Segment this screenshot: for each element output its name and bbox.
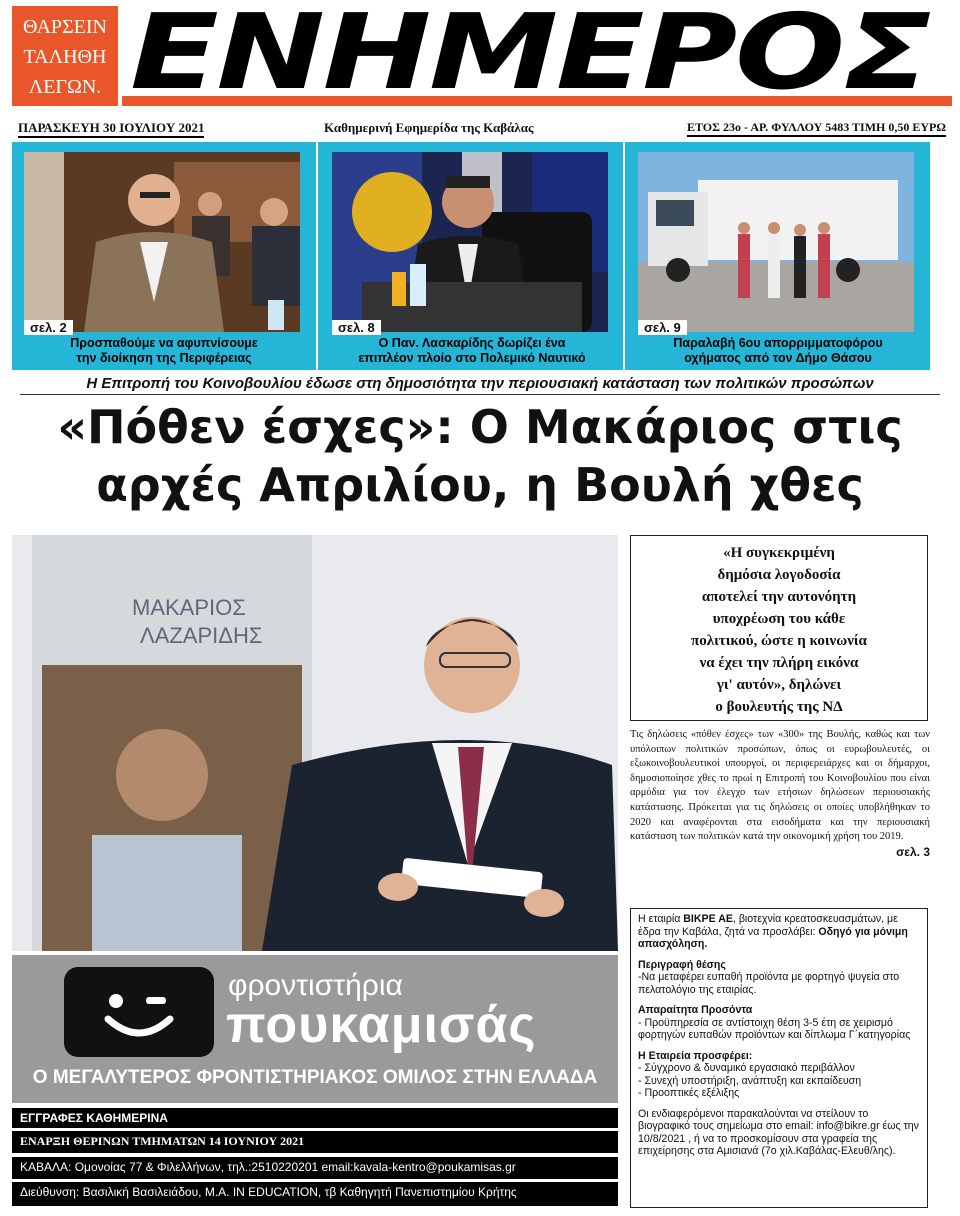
- section-text: - Προϋπηρεσία σε αντίστοιχη θέση 3-5 έτη σε χειρισμό φορτηγών ευπαθών προϊόντων και δίπλωμα Γ΄κατηγορίας: [638, 1016, 911, 1041]
- quote-line: να έχει την πλήρη εικόνα: [699, 655, 859, 671]
- teaser-2[interactable]: [324, 150, 610, 364]
- banner-name: ΜΑΚΑΡΙΟΣ: [132, 595, 246, 620]
- teaser-caption: [324, 336, 620, 366]
- dateline: [14, 120, 946, 138]
- quote-line: υποχρέωση του κάθε: [712, 611, 846, 627]
- offer-item: - Προοπτικές εξέλιξης: [638, 1087, 740, 1099]
- job-classified: [630, 908, 928, 1208]
- page-reference[interactable]: σελ. 3: [896, 844, 930, 859]
- page-reference: σελ. 2: [24, 320, 73, 335]
- pull-quote: [630, 535, 928, 721]
- page-reference: σελ. 9: [638, 320, 687, 335]
- intro-text: , βιοτεχνία κρεατοσκευασμάτων, με έδρα την Καβάλα, ζητά να προσλάβει:: [638, 913, 898, 938]
- tutoring-ad[interactable]: [12, 955, 618, 1103]
- ad-info-bar: ΕΓΓΡΑΦΕΣ ΚΑΘΗΜΕΡΙΝΑ: [12, 1108, 618, 1128]
- caption-line: οχήματος από τον Δήμο Θάσου: [684, 351, 872, 365]
- motto-line: ΘΑΡΣΕΙΝ: [22, 16, 107, 38]
- classified-section: [638, 959, 920, 997]
- classified-intro: [638, 913, 920, 951]
- masthead: [10, 0, 950, 114]
- quote-line: πολιτικού, ώστε η κοινωνία: [691, 633, 867, 649]
- section-title: Η Εταιρεία προσφέρει:: [638, 1049, 753, 1062]
- teaser-strip: [12, 142, 930, 370]
- classified-contact[interactable]: Οι ενδιαφερόμενοι παρακαλούνται να στείλουν το βιογραφικό τους σημείωμα στο email: info@bikre.gr έως την 10/8/2021 , ή να το προσκομίσουν στα γραφεία της επιχείρησης στα Αμισιανά (7ο χιλ.Καβάλας-Ελευθ/λης).: [638, 1107, 919, 1157]
- banner-name: ΛΑΖΑΡΙΔΗΣ: [140, 623, 263, 648]
- caption-line: επιπλέον πλοίο στο Πολεμικό Ναυτικό: [358, 351, 586, 365]
- ad-brand-name: πουκαμισάς: [226, 996, 537, 1054]
- quote-line: αποτελεί την αυτονόητη: [701, 589, 857, 605]
- teaser-photo: [24, 152, 300, 332]
- quote-line: δημόσια λογοδοσία: [717, 567, 841, 583]
- quote-line: γι' αυτόν», δηλώνει: [716, 677, 842, 693]
- headline-line: «Πόθεν έσχες»: Ο Μακάριος στις: [57, 400, 903, 454]
- smiley-wink-icon: [64, 967, 214, 1057]
- teaser-3[interactable]: [630, 150, 916, 364]
- motto-line: ΤΑΛΗΘΗ: [23, 46, 107, 68]
- lead-kicker: Η Επιτροπή του Κοινοβουλίου έδωσε στη δημοσιότητα την περιουσιακή κατάσταση των πολιτικών προσώπων: [20, 375, 940, 395]
- issue-date: ΠΑΡΑΣΚΕΥΗ 30 ΙΟΥΛΙΟΥ 2021: [18, 120, 204, 138]
- page-reference: σελ. 8: [332, 320, 381, 335]
- caption-line: Παραλαβή 6ου απορριμματοφόρου: [673, 336, 883, 350]
- motto-line: ΛΕΓΩΝ.: [28, 76, 102, 98]
- job-position: Οδηγό για μόνιμη απασχόληση.: [638, 925, 908, 950]
- teaser-divider: [623, 142, 625, 370]
- ad-info-bar: ΕΝΑΡΞΗ ΘΕΡΙΝΩΝ ΤΜΗΜΑΤΩΝ 14 ΙΟΥΝΙΟΥ 2021: [12, 1131, 618, 1153]
- quote-line: ο βουλευτής της ΝΔ: [715, 699, 843, 715]
- caption-line: την διοίκηση της Περιφέρειας: [76, 351, 252, 365]
- classified-section: [638, 1050, 920, 1100]
- caption-line: Ο Παν. Λασκαρίδης δωρίζει ένα: [378, 336, 566, 350]
- ad-director-bar: Διεύθυνση: Βασιλική Βασιλειάδου, Μ.Α. IN EDUCATION, τβ Καθηγητή Πανεπιστημίου Κρήτης: [12, 1182, 618, 1206]
- teaser-divider: [316, 142, 318, 370]
- newspaper-logo: ΕΝΗΜΕΡΟΣ: [130, 0, 930, 113]
- company-name: ΒΙΚΡΕ ΑΕ: [683, 913, 733, 925]
- tagline: Καθημερινή Εφημερίδα της Καβάλας: [324, 120, 534, 135]
- caption-line: Προσπαθούμε να αφυπνίσουμε: [70, 336, 258, 350]
- body-paragraph: Τις δηλώσεις «πόθεν έσχες» των «300» της Βουλής, καθώς και των υπόλοιπων πολιτικών προσώπων, όπως οι ευρωβουλευτές, οι εξωκοινοβουλευτικοί υπουργοί, οι περιφερειάρχες και οι δήμαρχοι, δημοσιοποίησε χθες το πρωί η Επιτροπή του Κοινοβουλίου που είναι αρμόδια για τον έλεγχο των ετήσιων δηλώσεων περιουσιακής κατάστασης. Πρόκειται για τις δηλώσεις οι οποίες υποβλήθηκαν το 2020 και αναφέρονται στα εισοδήματα και την περιουσιακή κατάσταση των πολιτικών κατά την οικονομική χρήση του 2019.: [630, 729, 930, 843]
- ad-slogan: Ο ΜΕΓΑΛΥΤΕΡΟΣ ΦΡΟΝΤΙΣΤΗΡΙΑΚΟΣ ΟΜΙΛΟΣ ΣΤΗΝ ΕΛΛΑΔΑ: [32, 1067, 598, 1088]
- section-title: Απαραίτητα Προσόντα: [638, 1004, 753, 1016]
- offer-item: - Σύγχρονο & δυναμικό εργασιακό περιβάλλον: [638, 1062, 855, 1074]
- teaser-photo: [332, 152, 608, 332]
- lead-body: [630, 728, 930, 859]
- section-text: -Να μεταφέρει ευπαθή προϊόντα με φορτηγό ψυγεία στο πελατολόγιο της εταιρίας.: [638, 971, 900, 996]
- lead-photo: [12, 535, 618, 951]
- teaser-photo: [638, 152, 914, 332]
- teaser-caption: [630, 336, 926, 366]
- headline-line: αρχές Απριλίου, η Βουλή χθες: [96, 458, 864, 512]
- issue-number: ΕΤΟΣ 23ο - ΑΡ. ΦΥΛΛΟΥ 5483 ΤΙΜΗ 0,50 ΕΥΡΩ: [687, 120, 946, 137]
- quote-line: «Η συγκεκριμένη: [723, 545, 835, 561]
- ad-brand-line: φροντιστήρια: [228, 969, 403, 1002]
- lead-headline[interactable]: [10, 398, 950, 514]
- offer-item: - Συνεχή υποστήριξη, ανάπτυξη και εκπαίδευση: [638, 1074, 862, 1087]
- teaser-caption: [16, 336, 312, 366]
- section-title: Περιγραφή θέσης: [638, 958, 726, 971]
- classified-section: [638, 1004, 920, 1042]
- intro-text: Η εταιρία: [638, 913, 684, 925]
- ad-contact-bar[interactable]: ΚΑΒΑΛΑ: Ομονοίας 77 & Φιλελλήνων, τηλ.:2510220201 email:kavala-kentro@poukamisas.gr: [12, 1157, 618, 1179]
- teaser-1[interactable]: [16, 150, 302, 364]
- motto-box: [12, 6, 118, 106]
